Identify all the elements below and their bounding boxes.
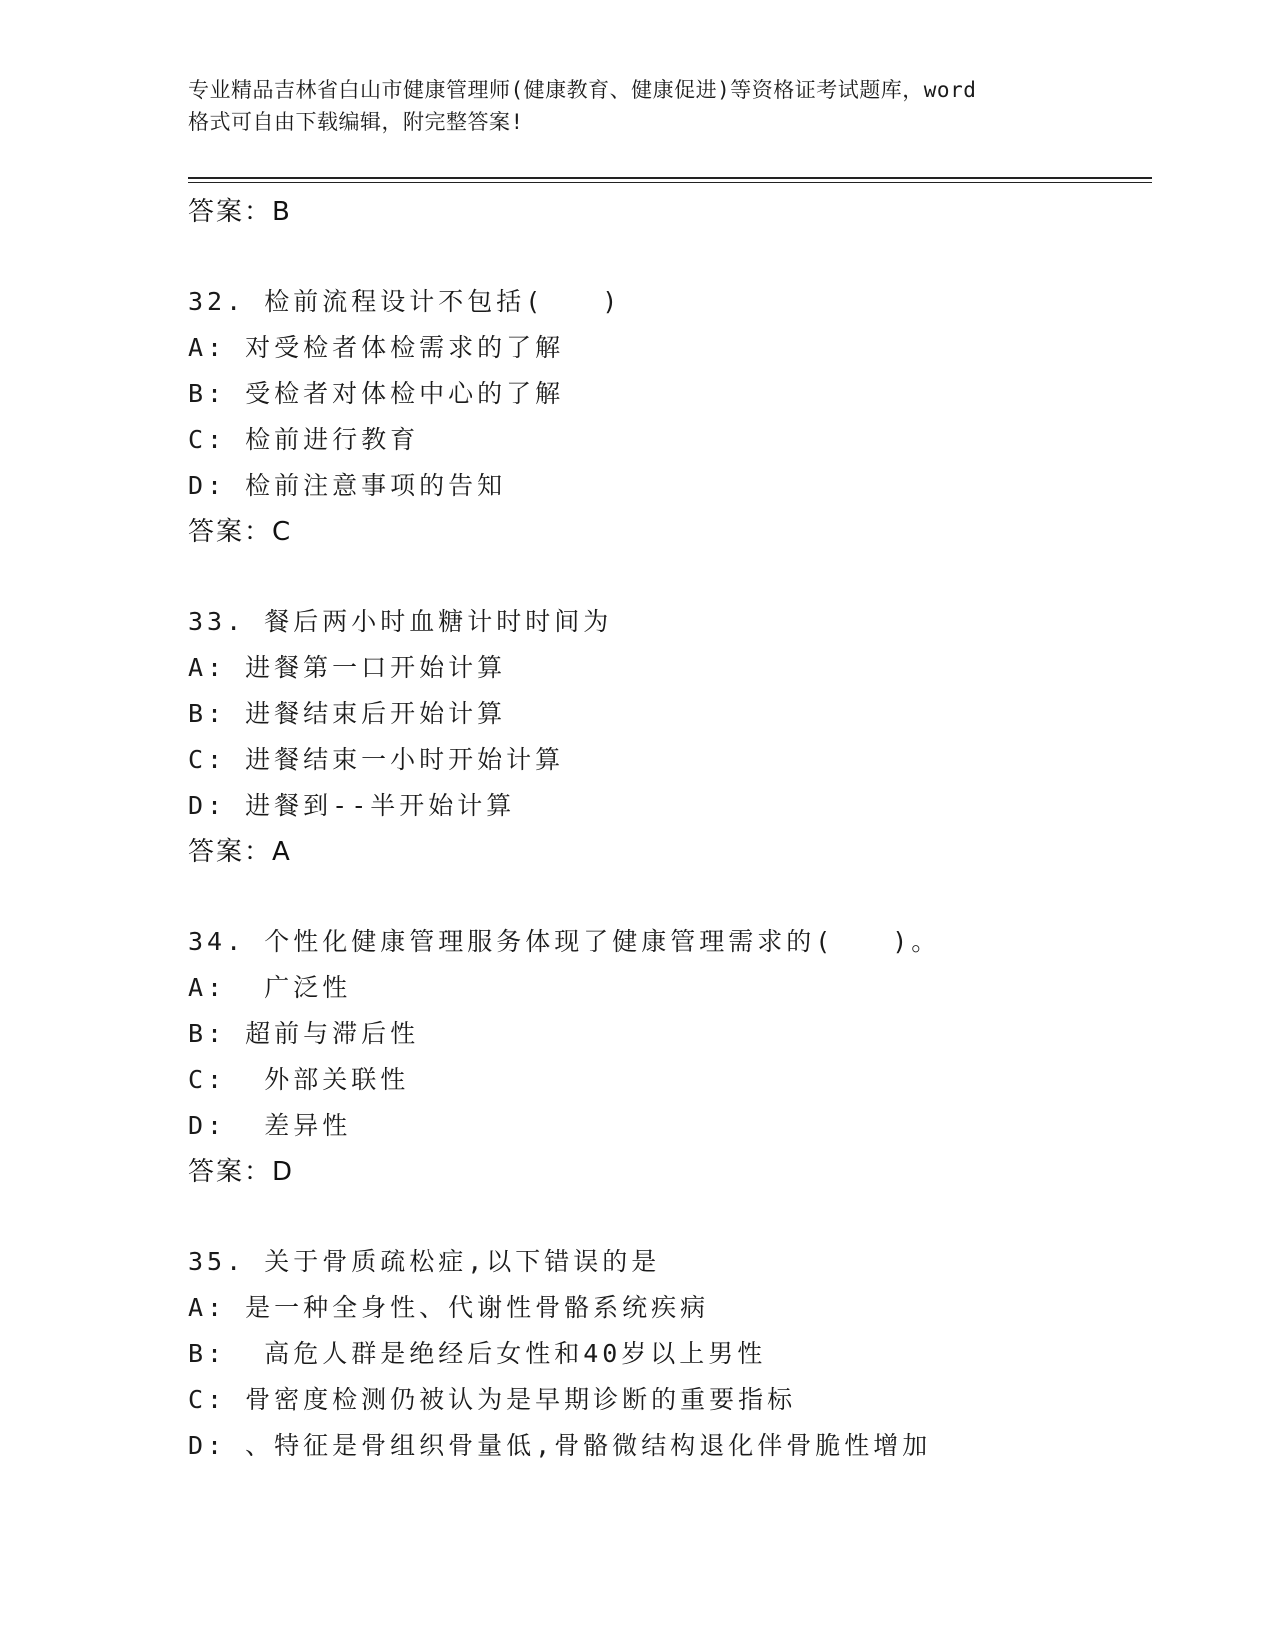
header-line-2: 格式可自由下载编辑，附完整答案! — [188, 110, 524, 134]
option-b: B: 受检者对体检中心的了解 — [188, 379, 565, 408]
question-block-34 — [188, 919, 1168, 1195]
option-a: A: 广泛性 — [188, 973, 352, 1002]
option-d: D: 检前注意事项的告知 — [188, 471, 507, 500]
option-a: A: 是一种全身性、代谢性骨骼系统疾病 — [188, 1293, 710, 1322]
document-header — [188, 74, 1088, 138]
header-divider-thin — [188, 182, 1152, 183]
answer: 答案：D — [188, 1157, 295, 1187]
question-list — [188, 189, 1168, 1469]
option-d: D: 进餐到--半开始计算 — [188, 791, 516, 820]
answer: 答案：C — [188, 517, 293, 547]
question-block-32 — [188, 279, 1168, 555]
option-b: B: 高危人群是绝经后女性和40岁以上男性 — [188, 1339, 767, 1368]
option-d: D: 差异性 — [188, 1111, 352, 1140]
option-a: A: 进餐第一口开始计算 — [188, 653, 507, 682]
option-b: B: 进餐结束后开始计算 — [188, 699, 507, 728]
header-line-1: 专业精品吉林省白山市健康管理师(健康教育、健康促进)等资格证考试题库，word — [188, 78, 977, 102]
option-c: C: 进餐结束一小时开始计算 — [188, 745, 565, 774]
answer: 答案：A — [188, 837, 292, 867]
answer-31: 答案：B — [188, 197, 292, 227]
option-c: C: 检前进行教育 — [188, 425, 420, 454]
header-divider-thick — [188, 177, 1152, 179]
option-b: B: 超前与滞后性 — [188, 1019, 420, 1048]
option-d: D: 、特征是骨组织骨量低,骨骼微结构退化伴骨脆性增加 — [188, 1431, 932, 1460]
option-a: A: 对受检者体检需求的了解 — [188, 333, 565, 362]
question-stem: 32. 检前流程设计不包括( ) — [188, 287, 622, 316]
question-block-33 — [188, 599, 1168, 875]
question-stem: 35. 关于骨质疏松症,以下错误的是 — [188, 1247, 661, 1276]
option-c: C: 外部关联性 — [188, 1065, 410, 1094]
question-stem: 34. 个性化健康管理服务体现了健康管理需求的( )。 — [188, 927, 941, 956]
question-block-35 — [188, 1239, 1168, 1469]
question-stem: 33. 餐后两小时血糖计时时间为 — [188, 607, 613, 636]
option-c: C: 骨密度检测仍被认为是早期诊断的重要指标 — [188, 1385, 797, 1414]
